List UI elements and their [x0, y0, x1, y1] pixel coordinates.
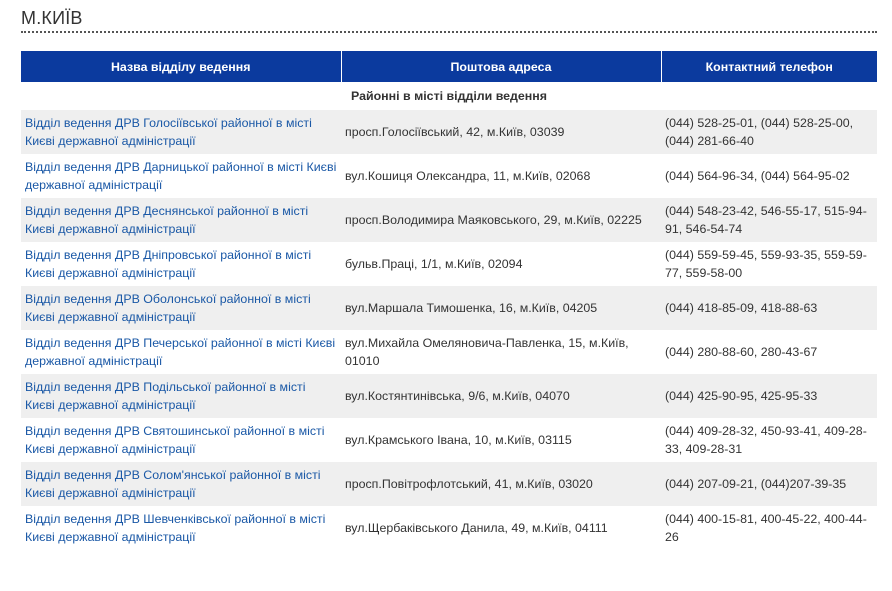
phone-cell: (044) 425-90-95, 425-95-33 — [661, 374, 877, 418]
office-name-cell — [21, 286, 341, 330]
phone-cell: (044) 564-96-34, (044) 564-95-02 — [661, 154, 877, 198]
table-row — [21, 374, 877, 418]
table-header-row — [21, 51, 877, 82]
office-link[interactable]: Відділ ведення ДРВ Дніпровської районної в місті Києві державної адміністрації — [25, 248, 312, 280]
phone-cell: (044) 207-09-21, (044)207-39-35 — [661, 462, 877, 506]
address-cell: вул.Михайла Омеляновича-Павленка, 15, м.Київ, 01010 — [341, 330, 661, 374]
office-link[interactable]: Відділ ведення ДРВ Дарницької районної в місті Києві державної адміністрації — [25, 160, 337, 192]
table-row — [21, 110, 877, 154]
address-cell: просп.Голосіївський, 42, м.Київ, 03039 — [341, 110, 661, 154]
column-header-name: Назва відділу ведення — [21, 51, 341, 82]
address-cell: вул.Щербаківського Данила, 49, м.Київ, 04111 — [341, 506, 661, 550]
phone-cell: (044) 548-23-42, 546-55-17, 515-94-91, 546-54-74 — [661, 198, 877, 242]
office-link[interactable]: Відділ ведення ДРВ Шевченківської районної в місті Києві державної адміністрації — [25, 512, 326, 544]
table-row — [21, 330, 877, 374]
group-row — [21, 82, 877, 110]
phone-cell: (044) 280-88-60, 280-43-67 — [661, 330, 877, 374]
office-name-cell — [21, 110, 341, 154]
office-name-cell — [21, 374, 341, 418]
office-link[interactable]: Відділ ведення ДРВ Деснянської районної в місті Києві державної адміністрації — [25, 204, 309, 236]
address-cell: вул.Кошиця Олександра, 11, м.Київ, 02068 — [341, 154, 661, 198]
address-cell: бульв.Праці, 1/1, м.Київ, 02094 — [341, 242, 661, 286]
phone-cell: (044) 528-25-01, (044) 528-25-00, (044) 281-66-40 — [661, 110, 877, 154]
phone-cell: (044) 400-15-81, 400-45-22, 400-44-26 — [661, 506, 877, 550]
office-link[interactable]: Відділ ведення ДРВ Солом'янської районної в місті Києві державної адміністрації — [25, 468, 321, 500]
office-name-cell — [21, 198, 341, 242]
office-name-cell — [21, 418, 341, 462]
page-title: М.КИЇВ — [21, 8, 83, 28]
column-header-phone: Контактний телефон — [661, 51, 877, 82]
table-row — [21, 242, 877, 286]
column-header-address: Поштова адреса — [341, 51, 661, 82]
address-cell: вул.Крамського Івана, 10, м.Київ, 03115 — [341, 418, 661, 462]
office-name-cell — [21, 330, 341, 374]
table-row — [21, 154, 877, 198]
office-link[interactable]: Відділ ведення ДРВ Оболонської районної в місті Києві державної адміністрації — [25, 292, 311, 324]
group-label: Районні в місті відділи ведення — [21, 82, 877, 110]
office-name-cell — [21, 506, 341, 550]
table-row — [21, 286, 877, 330]
table-row — [21, 418, 877, 462]
office-link[interactable]: Відділ ведення ДРВ Подільської районної в місті Києві державної адміністрації — [25, 380, 306, 412]
table-row — [21, 462, 877, 506]
office-name-cell — [21, 154, 341, 198]
office-link[interactable]: Відділ ведення ДРВ Святошинської районної в місті Києві державної адміністрації — [25, 424, 325, 456]
office-link[interactable]: Відділ ведення ДРВ Голосіївської районної в місті Києві державної адміністрації — [25, 116, 312, 148]
address-cell: вул.Костянтинівська, 9/6, м.Київ, 04070 — [341, 374, 661, 418]
phone-cell: (044) 409-28-32, 450-93-41, 409-28-33, 409-28-31 — [661, 418, 877, 462]
office-link[interactable]: Відділ ведення ДРВ Печерської районної в місті Києві державної адміністрації — [25, 336, 336, 368]
office-name-cell — [21, 462, 341, 506]
title-divider — [21, 31, 877, 33]
offices-table — [21, 51, 877, 550]
address-cell: вул.Маршала Тимошенка, 16, м.Київ, 04205 — [341, 286, 661, 330]
table-row — [21, 506, 877, 550]
table-row — [21, 198, 877, 242]
address-cell: просп.Володимира Маяковського, 29, м.Київ, 02225 — [341, 198, 661, 242]
phone-cell: (044) 418-85-09, 418-88-63 — [661, 286, 877, 330]
office-name-cell — [21, 242, 341, 286]
phone-cell: (044) 559-59-45, 559-93-35, 559-59-77, 559-58-00 — [661, 242, 877, 286]
address-cell: просп.Повітрофлотський, 41, м.Київ, 03020 — [341, 462, 661, 506]
